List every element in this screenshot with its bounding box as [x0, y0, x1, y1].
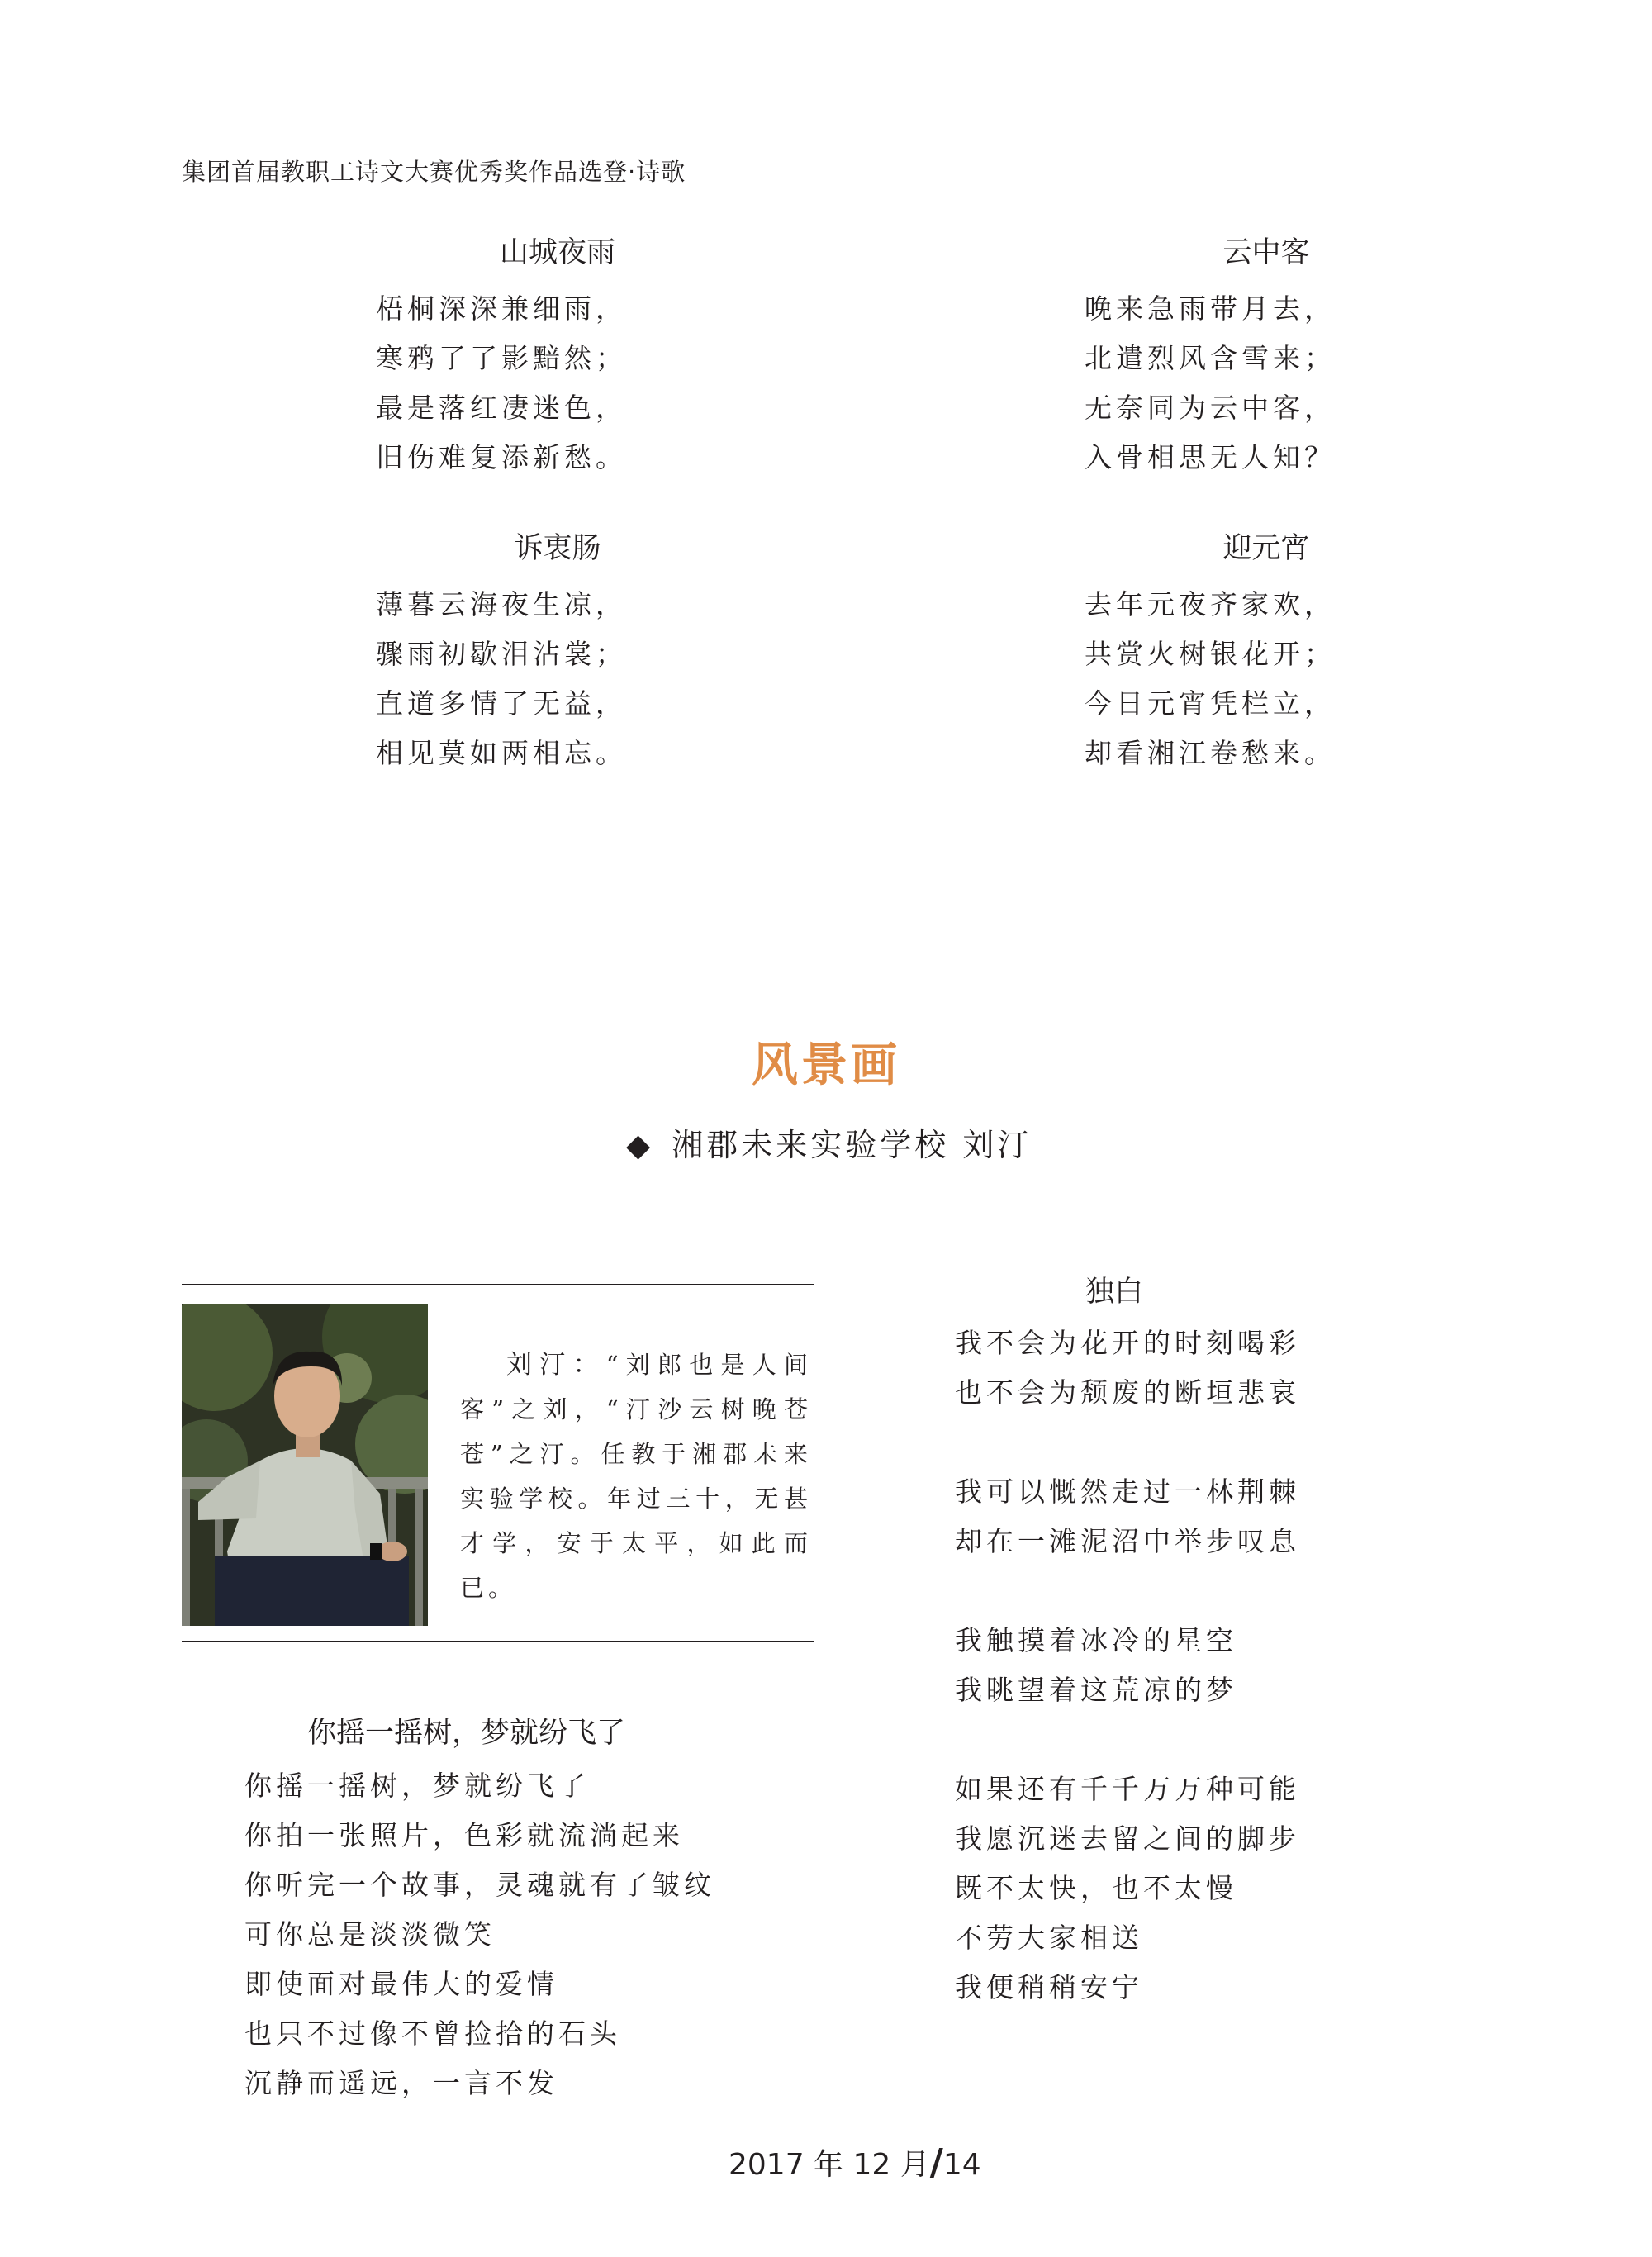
- poem-line: 北遣烈风含雪来；: [1085, 342, 1336, 374]
- poem-line: 骤雨初歇泪沾裳；: [376, 638, 627, 670]
- poem-line: 即使面对最伟大的爱情: [244, 1968, 558, 2000]
- poem-line: 薄暮云海夜生凉，: [376, 588, 627, 620]
- poem-line: 我眺望着这荒凉的梦: [955, 1674, 1237, 1706]
- poem-title: 你摇一摇树，梦就纷飞了: [307, 1717, 626, 1750]
- poem-suzhongchang: [376, 529, 739, 778]
- poem-title: 诉衷肠: [514, 532, 601, 565]
- poem-line: 直道多情了无益，: [376, 687, 627, 720]
- poem-line: 梧桐深深兼细雨，: [376, 292, 627, 325]
- poem-yao-shu: [244, 1713, 757, 2108]
- poem-line: 共赏火树银花开；: [1085, 638, 1336, 670]
- page-header: 集团首届教职工诗文大赛优秀奖作品选登·诗歌: [182, 158, 686, 186]
- poem-dubai: [955, 1272, 1384, 2012]
- poem-line: 我可以慨然走过一林荆棘: [955, 1475, 1300, 1508]
- poem-line: 旧伤难复添新愁。: [376, 441, 627, 473]
- poem-line: 去年元夜齐家欢，: [1085, 588, 1336, 620]
- poem-title: 独白: [1085, 1276, 1144, 1309]
- poem-line: 我愿沉迷去留之间的脚步: [955, 1822, 1300, 1855]
- slash-separator: /: [929, 2141, 943, 2183]
- poem-line: 却在一滩泥沼中举步叹息: [955, 1525, 1300, 1557]
- divider-bottom: [182, 1641, 814, 1642]
- poem-line: 我触摸着冰冷的星空: [955, 1624, 1237, 1656]
- poem-title: 云中客: [1222, 236, 1310, 269]
- poem-line: 相见莫如两相忘。: [376, 737, 627, 769]
- poem-title: 迎元宵: [1222, 532, 1310, 565]
- poem-line: 却看湘江卷愁来。: [1085, 737, 1336, 769]
- poem-yunzhongke: [1085, 233, 1448, 482]
- poem-line: 入骨相思无人知？: [1085, 441, 1336, 473]
- bio-text: “刘郎也是人间客”之刘，“汀沙云树晚苍苍”之汀。任教于湘郡未来实验学校。年过三十，无甚才学，安于太平，如此而已。: [460, 1351, 813, 1602]
- poem-title: 山城夜雨: [499, 236, 615, 269]
- poem-line: 也只不过像不曾捡拾的石头: [244, 2017, 621, 2050]
- poem-line: 你拍一张照片，色彩就流淌起来: [244, 1819, 684, 1851]
- poem-line: 寒鸦了了影黯然；: [376, 342, 627, 374]
- author-photo: [182, 1304, 428, 1626]
- poem-line: 如果还有千千万万种可能: [955, 1773, 1300, 1805]
- stanza-gap: [955, 1418, 1384, 1467]
- page-number: 14: [942, 2148, 981, 2182]
- poem-shancheng-yeyu: [376, 233, 739, 482]
- poem-line: 你摇一摇树，梦就纷飞了: [244, 1770, 590, 1802]
- bio-name: 刘汀：: [506, 1350, 606, 1380]
- poem-line: 可你总是淡淡微笑: [244, 1918, 496, 1951]
- poem-line: 最是落红凄迷色，: [376, 392, 627, 424]
- poem-line: 我便稍稍安宁: [955, 1971, 1143, 2003]
- stanza-gap: [955, 1715, 1384, 1765]
- poem-line: 不劳大家相送: [955, 1922, 1143, 1954]
- section-title: 风景画: [752, 1038, 900, 1092]
- author-byline: [626, 1119, 1032, 1165]
- poem-line: 晚来急雨带月去，: [1085, 292, 1336, 325]
- page-footer: [729, 2141, 981, 2183]
- poem-line: 也不会为颓废的断垣悲哀: [955, 1376, 1300, 1409]
- stanza-gap: [955, 1566, 1384, 1616]
- poem-line: 既不太快，也不太慢: [955, 1872, 1237, 1904]
- poem-line: 你听完一个故事，灵魂就有了皱纹: [244, 1869, 715, 1901]
- poem-line: 沉静而遥远，一言不发: [244, 2067, 558, 2099]
- divider-top: [182, 1284, 814, 1285]
- diamond-bullet-icon: ◆: [626, 1127, 654, 1163]
- poem-line: 我不会为花开的时刻喝彩: [955, 1327, 1300, 1359]
- author-bio: [460, 1342, 812, 1610]
- byline-text: 湘郡未来实验学校 刘汀: [672, 1127, 1032, 1163]
- poem-yingyuanxiao: [1085, 529, 1448, 778]
- poem-line: 今日元宵凭栏立，: [1085, 687, 1336, 720]
- issue-date: 2017 年 12 月: [729, 2148, 930, 2182]
- poem-line: 无奈同为云中客，: [1085, 392, 1336, 424]
